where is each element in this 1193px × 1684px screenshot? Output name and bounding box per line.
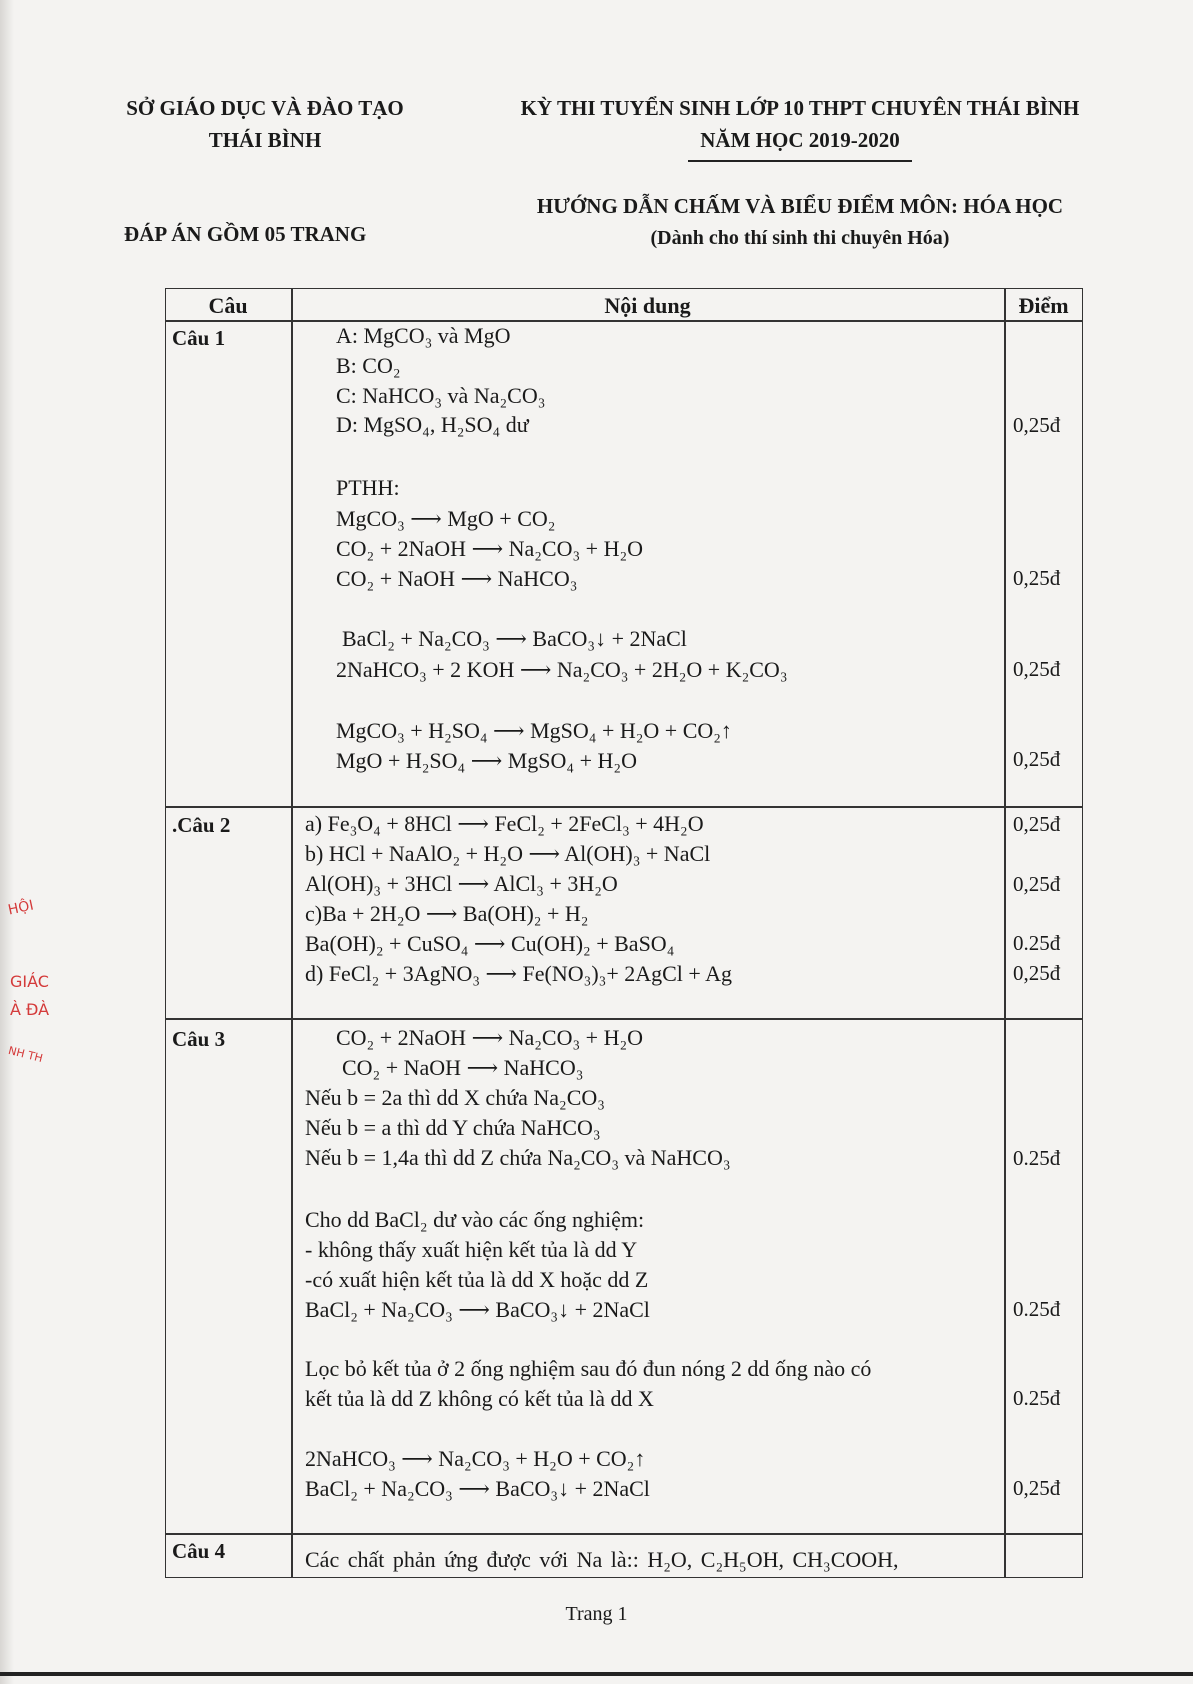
score-value: 0.25đ [1013,1146,1061,1170]
equation-line: BaCl₂ + Na₂CO₃ ⟶ BaCO₃↓ + 2NaCl [342,626,687,651]
table-divider [165,806,1083,808]
table-divider [291,288,293,1578]
stamp-text: HỘI [6,897,36,919]
table-divider [165,320,1083,322]
stamp-fragment [0,890,70,1090]
content-line: C: NaHCO₃ và Na₂CO₃ [336,383,546,408]
content-line: - không thấy xuất hiện kết tủa là dd Y [305,1237,638,1262]
score-value: 0,25đ [1013,657,1061,681]
score-value: 0,25đ [1013,872,1061,896]
department-header [110,92,420,156]
question-label: Câu 1 [172,326,226,350]
department-name: SỞ GIÁO DỤC VÀ ĐÀO TẠO [126,96,404,120]
equation-line: Al(OH)₃ + 3HCl ⟶ AlCl₃ + 3H₂O [305,871,618,896]
equation-line: c)Ba + 2H₂O ⟶ Ba(OH)₂ + H₂ [305,901,589,926]
equation-line: MgCO₃ ⟶ MgO + CO₂ [336,506,556,531]
equation-line: d) FeCl₂ + 3AgNO₃ ⟶ Fe(NO₃)₃+ 2AgCl + Ag [305,961,732,986]
equation-line: CO₂ + 2NaOH ⟶ Na₂CO₃ + H₂O [336,536,644,561]
equation-line: BaCl₂ + Na₂CO₃ ⟶ BaCO₃↓ + 2NaCl [305,1297,650,1322]
equation-line: 2NaHCO₃ ⟶ Na₂CO₃ + H₂O + CO₂↑ [305,1446,646,1471]
stamp-text: NH TH [6,1043,45,1066]
school-year: NĂM HỌC 2019-2020 [688,124,911,162]
equation-line: MgCO₃ + H₂SO₄ ⟶ MgSO₄ + H₂O + CO₂↑ [336,718,732,743]
score-value: 0,25đ [1013,566,1061,590]
equation-line: BaCl₂ + Na₂CO₃ ⟶ BaCO₃↓ + 2NaCl [305,1476,650,1501]
page-edge [0,0,14,1684]
equation-line: Ba(OH)₂ + CuSO₄ ⟶ Cu(OH)₂ + BaSO₄ [305,931,675,956]
content-line: PTHH: [336,475,400,500]
score-value: 0,25đ [1013,1476,1061,1500]
stamp-text: À ĐÀ [10,1000,50,1019]
stamp-text: GIÁC [10,972,49,991]
score-value: 0.25đ [1013,1386,1061,1410]
content-line: D: MgSO₄, H₂SO₄ dư [336,412,529,437]
equation-line: CO₂ + NaOH ⟶ NaHCO₃ [336,566,578,591]
equation-line: MgO + H₂SO₄ ⟶ MgSO₄ + H₂O [336,748,637,773]
content-line: kết tủa là dd Z không có kết tủa là dd X [305,1386,654,1411]
content-line: B: CO₂ [336,353,401,378]
score-value: 0,25đ [1013,961,1061,985]
content-line: Nếu b = 2a thì dd X chứa Na₂CO₃ [305,1085,605,1110]
content-line: -có xuất hiện kết tủa là dd X hoặc dd Z [305,1267,649,1292]
content-line: A: MgCO₃ và MgO [336,323,511,348]
guide-title: HƯỚNG DẪN CHẤM VÀ BIỂU ĐIỂM MÔN: HÓA HỌC [536,194,1064,218]
table-divider [165,1533,1083,1535]
column-header-score: Điểm [1018,293,1069,318]
score-value: 0.25đ [1013,931,1061,955]
answer-page-count: ĐÁP ÁN GỒM 05 TRANG [124,222,367,246]
grading-guide-title [480,190,1120,254]
question-label: .Câu 2 [172,813,231,837]
score-value: 0,25đ [1013,747,1061,771]
column-header-content: Nội dung [604,293,691,318]
score-value: 0.25đ [1013,1297,1061,1321]
scan-edge [0,1672,1193,1676]
equation-line: a) Fe₃O₄ + 8HCl ⟶ FeCl₂ + 2FeCl₃ + 4H₂O [305,811,704,836]
page-number: Trang 1 [565,1603,628,1625]
content-line: Các chất phản ứng được với Na là:: H₂O, C₂H₅OH, CH₃COOH, [305,1547,899,1572]
equation-line: 2NaHCO₃ + 2 KOH ⟶ Na₂CO₃ + 2H₂O + K₂CO₃ [336,657,788,682]
province-name: THÁI BÌNH [208,128,322,152]
content-line: Cho dd BaCl₂ dư vào các ống nghiệm: [305,1207,645,1232]
guide-subtitle: (Dành cho thí sinh thi chuyên Hóa) [650,227,950,249]
content-line: Nếu b = 1,4a thì dd Z chứa Na₂CO₃ và NaHCO₃ [305,1145,731,1170]
content-line: Nếu b = a thì dd Y chứa NaHCO₃ [305,1115,601,1140]
exam-title: KỲ THI TUYỂN SINH LỚP 10 THPT CHUYÊN THÁI BÌNH [520,96,1080,120]
score-value: 0,25đ [1013,812,1061,836]
score-value: 0,25đ [1013,413,1061,437]
question-label: Câu 3 [172,1027,226,1051]
question-label: Câu 4 [172,1539,226,1563]
content-line: Lọc bỏ kết tủa ở 2 ống nghiệm sau đó đun nóng 2 dd ống nào có [305,1356,872,1381]
equation-line: CO₂ + NaOH ⟶ NaHCO₃ [342,1055,584,1080]
equation-line: b) HCl + NaAlO₂ + H₂O ⟶ Al(OH)₃ + NaCl [305,841,711,866]
exam-header [480,92,1120,162]
table-divider [165,1018,1083,1020]
equation-line: CO₂ + 2NaOH ⟶ Na₂CO₃ + H₂O [336,1025,644,1050]
column-header-question: Câu [208,293,248,318]
table-divider [1004,288,1006,1578]
